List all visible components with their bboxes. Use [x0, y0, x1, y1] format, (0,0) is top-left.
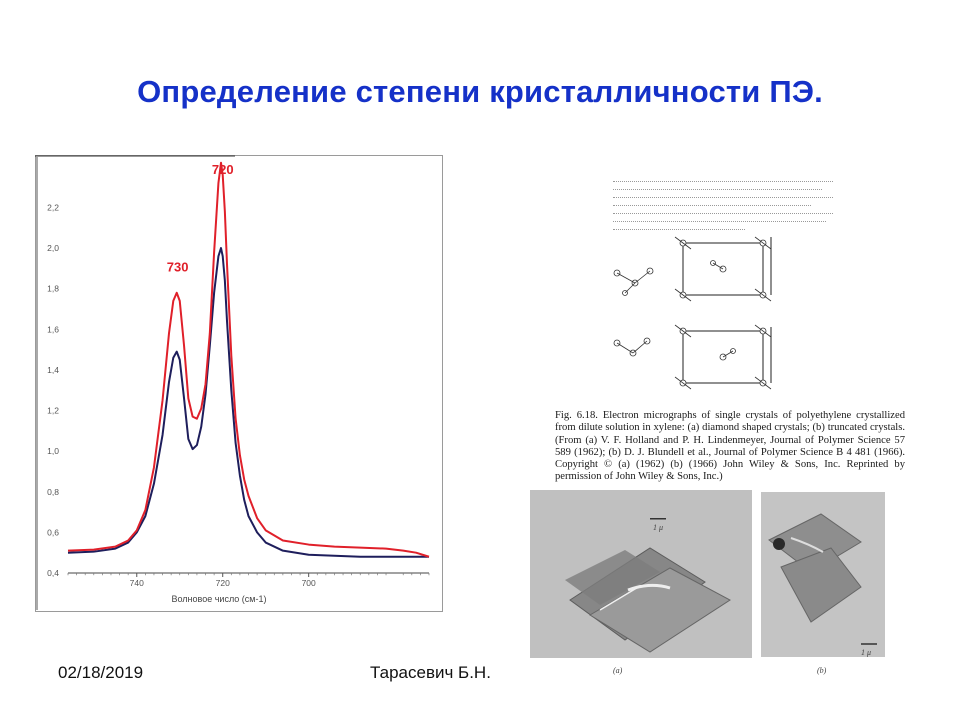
micrograph-b [761, 492, 885, 657]
y-tick-label: 1,0 [47, 446, 59, 457]
micrograph-b-label: (b) [817, 666, 827, 675]
y-tick-label: 1,6 [47, 324, 59, 335]
y-tick-label: 0,8 [47, 486, 59, 497]
y-tick-label: 1,4 [47, 364, 59, 375]
crystal-unit-cell-diagram [595, 223, 855, 398]
chart-frame [36, 156, 443, 612]
y-tick-label: 0,6 [47, 527, 59, 538]
x-axis-label: Волновое число (см-1) [171, 594, 267, 604]
y-tick-label: 0,4 [47, 568, 59, 578]
y-tick-label: 1,2 [47, 405, 59, 416]
micrograph-a-label: (a) [613, 666, 623, 675]
micrograph-a-scale: 1 μ [653, 523, 664, 532]
ir-spectrum-chart [35, 155, 443, 612]
peak-label: 720 [211, 162, 234, 178]
micrograph-a [530, 490, 752, 658]
slide-title: Определение степени кристалличности ПЭ. [137, 74, 823, 109]
footer-date: 02/18/2019 [58, 663, 144, 682]
footer-author: Тарасевич Б.Н. [370, 663, 491, 682]
x-tick-label: 740 [129, 578, 144, 588]
y-tick-label: 1,8 [47, 283, 59, 294]
textbook-figure [555, 168, 905, 688]
micrograph-b-scale: 1 μ [861, 648, 872, 657]
y-tick-label: 2,0 [47, 243, 59, 254]
peak-label: 730 [166, 259, 189, 275]
x-tick-label: 720 [215, 578, 230, 588]
y-tick-label: 2,2 [47, 202, 59, 213]
x-tick-label: 700 [301, 578, 316, 588]
figure-caption: Fig. 6.18. Electron micrographs of single crystals of polyethylene crystallized from dilute solution in xylene: (a) diamond shaped crystals; (b) truncated crystals. (From (a) V. F. Holland and P. H. Lindenmeyer, Journal of Polymer Science 57 589 (1962); (b) D. J. Blundell et al., Journal of Polymer Science B 4 481 (1966). Copyright © (a) (1962) (b) (1966) John Wiley & Sons, Inc. Reprinted by permission of John Wiley & Sons, Inc.) [555, 410, 905, 483]
ir-spectrum-svg [35, 155, 443, 612]
